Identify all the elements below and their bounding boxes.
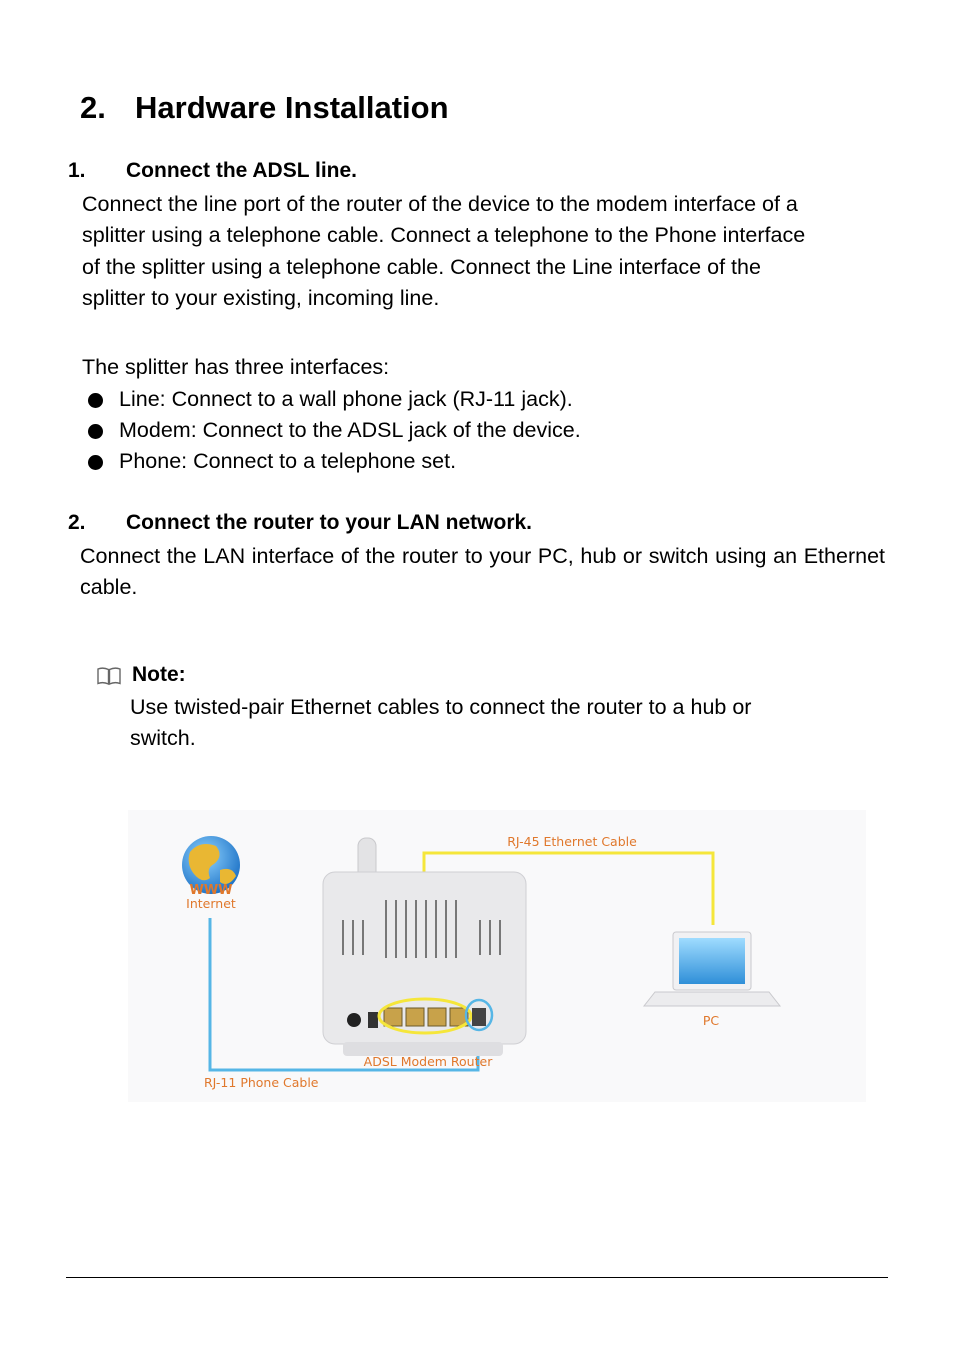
book-icon — [96, 665, 122, 687]
footer-divider — [66, 1277, 888, 1278]
note-title: Note: — [132, 663, 186, 686]
bullet-dot-icon — [88, 393, 103, 408]
splitter-intro: The splitter has three interfaces: — [82, 355, 390, 379]
paragraph-line: of the splitter using a telephone cable. Connect the Line interface of the — [82, 254, 761, 279]
note-line: switch. — [130, 726, 196, 751]
ethernet-cable-label: RJ-45 Ethernet Cable — [507, 834, 637, 849]
note-body — [130, 692, 751, 755]
step-2-heading — [68, 511, 668, 539]
connection-diagram — [128, 810, 866, 1102]
bullet-item — [88, 387, 788, 415]
step-1-title: Connect the ADSL line. — [126, 159, 358, 182]
bullet-item — [88, 418, 788, 446]
section-title: Hardware Installation — [135, 90, 449, 125]
www-label: WWW — [189, 883, 233, 898]
step-1-heading — [68, 159, 468, 187]
step-1-paragraph — [82, 189, 892, 314]
bullet-dot-icon — [88, 455, 103, 470]
section-heading — [80, 90, 449, 126]
bullet-item — [88, 449, 788, 477]
section-number: 2. — [80, 90, 106, 125]
internet-label: Internet — [186, 896, 236, 911]
phone-cable-label: RJ-11 Phone Cable — [204, 1075, 319, 1090]
paragraph-line: splitter to your existing, incoming line. — [82, 285, 440, 310]
bullet-text: Modem: Connect to the ADSL jack of the device. — [119, 418, 581, 442]
step-2-title: Connect the router to your LAN network. — [126, 511, 533, 534]
step-2-paragraph: Connect the LAN interface of the router to your PC, hub or switch using an Ethernet cable. — [80, 544, 885, 600]
step-1-number: 1. — [68, 159, 86, 182]
bullet-dot-icon — [88, 424, 103, 439]
step-2-number: 2. — [68, 511, 86, 534]
paragraph-line: Connect the line port of the router of the device to the modem interface of a — [82, 192, 798, 216]
pc-label: PC — [702, 1013, 720, 1028]
paragraph-line: splitter using a telephone cable. Connect a telephone to the Phone interface — [82, 223, 806, 248]
router-label: ADSL Modem Router — [363, 1054, 493, 1069]
bullet-text: Phone: Connect to a telephone set. — [119, 449, 457, 473]
note-line: Use twisted-pair Ethernet cables to connect the router to a hub or — [130, 695, 752, 719]
bullet-text: Line: Connect to a wall phone jack (RJ-11 jack). — [119, 387, 573, 411]
